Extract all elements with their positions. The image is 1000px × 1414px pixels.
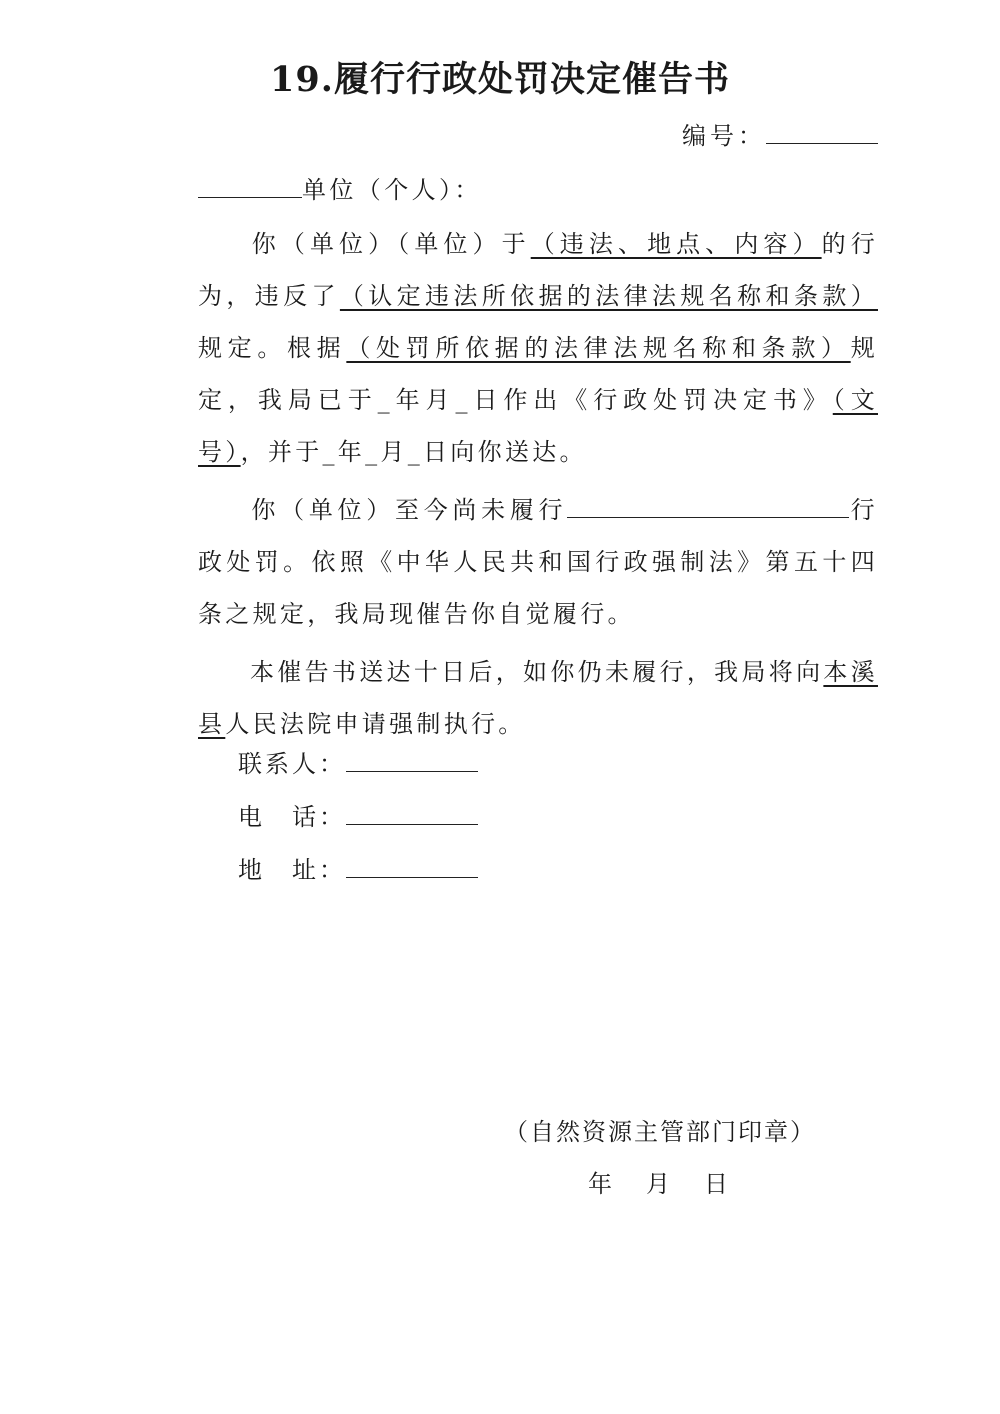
contact-person-blank[interactable]	[346, 746, 478, 772]
address-blank[interactable]	[346, 852, 478, 878]
violated-law-field[interactable]: （认定违法所依据的法律法规名称和条款）	[339, 282, 878, 310]
date-year: 年	[588, 1170, 612, 1198]
paragraph-violation	[198, 218, 878, 478]
contact-person-row	[238, 744, 478, 779]
document-number	[682, 116, 878, 151]
phone-label: 电 话：	[238, 803, 346, 831]
para1-text-2: 的行为，违反了	[198, 230, 878, 310]
para2-text-1: 你（单位）至今尚未履行	[250, 496, 568, 524]
phone-blank[interactable]	[346, 799, 478, 825]
issue-date	[588, 1164, 762, 1199]
para1-text-4: 规定，我局已于_年月_日作出《行政处罚决定书》	[198, 334, 878, 414]
date-day: 日	[704, 1170, 728, 1198]
para3-text-2: 人民法院申请强制执行。	[225, 710, 526, 738]
document-title: 19.履行行政处罚决定催告书	[270, 59, 730, 100]
contact-person-label: 联系人：	[238, 750, 346, 778]
document-number-field[interactable]: （文号）	[198, 386, 878, 466]
addressee-blank[interactable]	[198, 172, 302, 198]
paragraph-enforcement	[198, 646, 878, 750]
para3-text-1: 本催告书送达十日后，如你仍未履行，我局将向	[250, 658, 824, 686]
document-number-blank[interactable]	[766, 118, 878, 144]
phone-row	[238, 797, 478, 832]
para2-text-2: 行政处罚。依照《中华人民共和国行政强制法》第五十四条之规定，我局现催告你自觉履行。	[198, 496, 878, 628]
body-text	[198, 218, 878, 750]
addressee-suffix: 单位（个人）：	[302, 176, 482, 204]
para1-text-5: ，并于_年_月_日向你送达。	[240, 438, 587, 466]
document-number-label: 编号：	[682, 122, 766, 150]
address-row	[238, 850, 478, 885]
penalty-blank[interactable]	[567, 492, 849, 518]
para1-text-3: 规定。根据	[198, 334, 347, 362]
seal-note: （自然资源主管部门印章）	[504, 1118, 816, 1146]
court-name-field[interactable]: 本溪县	[198, 658, 878, 738]
violation-field[interactable]: （违法、地点、内容）	[530, 230, 822, 258]
paragraph-not-fulfilled	[198, 484, 878, 640]
penalty-basis-field[interactable]: （处罚所依据的法律法规名称和条款）	[346, 334, 851, 362]
addressee-line	[198, 170, 888, 205]
date-month: 月	[646, 1170, 670, 1198]
address-label: 地 址：	[238, 856, 346, 884]
para1-text-1: 你（单位）（单位）于	[250, 230, 531, 258]
